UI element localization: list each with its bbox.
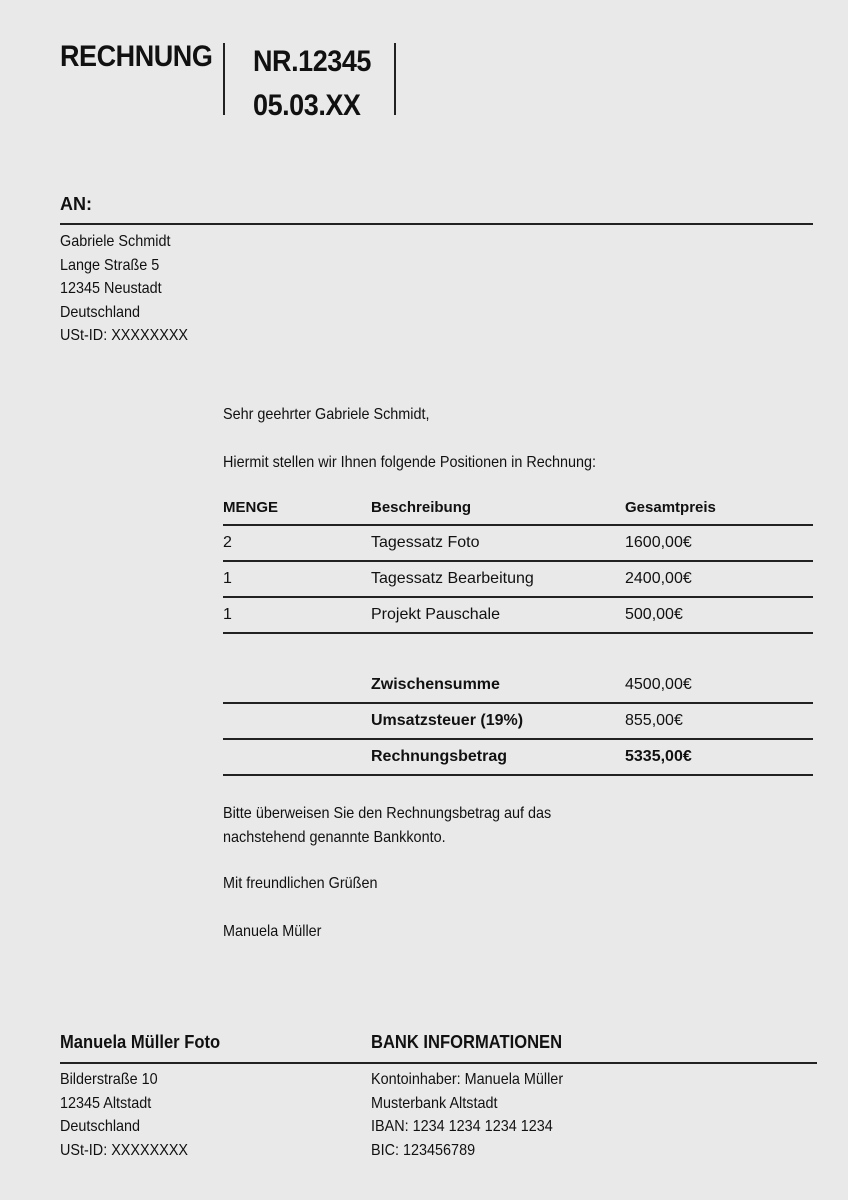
bank-line: BIC: 123456789 bbox=[371, 1141, 476, 1159]
table-row bbox=[223, 597, 813, 633]
intro-text: Hiermit stellen wir Ihnen folgende Positionen in Rechnung: bbox=[223, 454, 597, 471]
header-divider bbox=[223, 43, 225, 115]
subtotal-row bbox=[223, 668, 813, 703]
invoice-date: 05.03.XX bbox=[253, 89, 361, 122]
total-label: Rechnungsbetrag bbox=[371, 739, 625, 775]
divider bbox=[60, 223, 813, 225]
payment-instructions bbox=[223, 802, 551, 849]
address-line: Gabriele Schmidt bbox=[60, 233, 171, 250]
invoice-number-block bbox=[253, 40, 371, 128]
totals-table bbox=[223, 668, 813, 776]
subtotal-label: Zwischensumme bbox=[371, 668, 625, 703]
address-line: Lange Straße 5 bbox=[60, 256, 160, 274]
header-divider bbox=[394, 43, 396, 115]
description-cell: Tagessatz Bearbeitung bbox=[371, 561, 625, 597]
quantity-cell: 1 bbox=[223, 597, 371, 633]
column-header: Gesamtpreis bbox=[625, 490, 813, 525]
tax-value: 855,00€ bbox=[625, 703, 813, 739]
recipient-label: AN: bbox=[60, 194, 92, 214]
recipient-address bbox=[60, 230, 188, 348]
description-cell: Tagessatz Foto bbox=[371, 525, 625, 561]
table-row bbox=[223, 561, 813, 597]
table-row bbox=[223, 525, 813, 561]
bank-details bbox=[371, 1068, 563, 1162]
tax-label: Umsatzsteuer (19%) bbox=[371, 703, 625, 739]
bank-title: BANK INFORMATIONEN bbox=[371, 1032, 563, 1052]
price-cell: 2400,00€ bbox=[625, 561, 813, 597]
subtotal-value: 4500,00€ bbox=[625, 668, 813, 703]
divider bbox=[60, 1062, 817, 1064]
address-line: USt-ID: XXXXXXXX bbox=[60, 1141, 189, 1159]
price-cell: 1600,00€ bbox=[625, 525, 813, 561]
bank-line: Kontoinhaber: Manuela Müller bbox=[371, 1071, 564, 1088]
address-line: 12345 Altstadt bbox=[60, 1094, 152, 1112]
signature: Manuela Müller bbox=[223, 923, 322, 940]
address-line: Bilderstraße 10 bbox=[60, 1071, 158, 1088]
salutation: Sehr geehrter Gabriele Schmidt, bbox=[223, 406, 430, 423]
price-cell: 500,00€ bbox=[625, 597, 813, 633]
quantity-cell: 2 bbox=[223, 525, 371, 561]
total-value: 5335,00€ bbox=[625, 739, 813, 775]
sender-title: Manuela Müller Foto bbox=[60, 1032, 221, 1052]
tax-row bbox=[223, 703, 813, 739]
address-line: 12345 Neustadt bbox=[60, 280, 162, 297]
payment-line: Bitte überweisen Sie den Rechnungsbetrag auf das bbox=[223, 805, 552, 822]
address-line: USt-ID: XXXXXXXX bbox=[60, 327, 189, 344]
table-header-row bbox=[223, 490, 813, 525]
bank-line: IBAN: 1234 1234 1234 1234 bbox=[371, 1118, 553, 1135]
invoice-number: NR.12345 bbox=[253, 45, 371, 78]
column-header: Beschreibung bbox=[371, 490, 625, 525]
total-row bbox=[223, 739, 813, 775]
address-line: Deutschland bbox=[60, 303, 141, 321]
bank-line: Musterbank Altstadt bbox=[371, 1094, 498, 1112]
closing: Mit freundlichen Grüßen bbox=[223, 875, 378, 892]
invoice-title: RECHNUNG bbox=[60, 40, 213, 73]
address-line: Deutschland bbox=[60, 1118, 141, 1135]
quantity-cell: 1 bbox=[223, 561, 371, 597]
column-header: MENGE bbox=[223, 490, 371, 525]
items-table bbox=[223, 490, 813, 634]
sender-address bbox=[60, 1068, 188, 1162]
payment-line: nachstehend genannte Bankkonto. bbox=[223, 828, 446, 846]
description-cell: Projekt Pauschale bbox=[371, 597, 625, 633]
